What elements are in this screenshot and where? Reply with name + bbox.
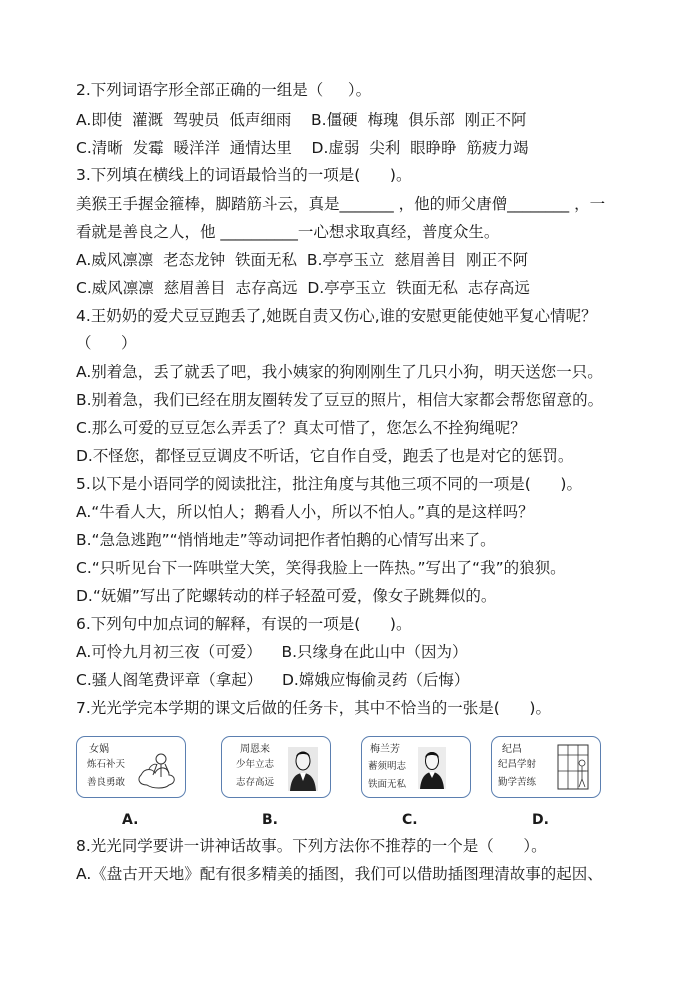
mei-lanfang-portrait-icon [418,747,446,789]
card-name: 女娲 [89,744,109,755]
option-label-c: C. [402,812,418,828]
zhou-enlai-portrait-icon [288,747,318,791]
card-name: 梅兰芳 [370,744,400,755]
option-label-b: B. [262,812,278,828]
card-text-2: 勤学苦练 [498,777,537,788]
card-text-1: 纪昌学射 [498,759,537,770]
question-4-option-d: D.不怪您，都怪豆豆调皮不听话，它自作自受，跑丢了也是对它的惩罚。 [76,447,574,465]
question-2-options-cd: C.清晰 发霉 暖洋洋 通情达里 D.虚弱 尖利 眼睁睁 筋疲力竭 [76,139,529,157]
card-text-2: 志存高远 [236,777,275,788]
card-name: 纪昌 [502,744,522,755]
nuwa-illustration-icon [135,745,183,793]
task-card-b [221,736,331,798]
option-label-d: D. [532,812,549,828]
option-label-a: A. [122,812,139,828]
question-4-answer-blank: （ ） [76,334,137,352]
archery-loom-icon [552,741,594,793]
question-2-stem: 2.下列词语字形全部正确的一组是（ ）。 [76,81,372,99]
task-card-a [76,736,186,798]
task-card-d [491,736,601,798]
question-6-options-cd: C.骚人阁笔费评章（拿起） D.嫦娥应悔偷灵药（后悔） [76,671,470,689]
question-3-options-cd: C.威风凛凛 慈眉善目 志存高远 D.亭亭玉立 铁面无私 志存高远 [76,279,530,297]
question-3-passage-line-1: 美猴王手握金箍棒，脚踏筋斗云，真是_______ ，他的师父唐僧________ ，一 [76,195,606,213]
task-card-c [361,736,471,798]
question-8-option-a: A.《盘古开天地》配有很多精美的插图，我们可以借助插图理清故事的起因、 [76,865,603,883]
question-7-stem: 7.光光学完本学期的课文后做的任务卡，其中不恰当的一张是( )。 [76,699,551,717]
card-text-2: 铁面无私 [368,779,407,790]
card-name: 周恩来 [240,744,270,755]
question-4-option-a: A.别着急，丢了就丢了吧，我小姨家的狗刚刚生了几只小狗，明天送您一只。 [76,363,603,381]
question-6-options-ab: A.可怜九月初三夜（可爱） B.只缘身在此山中（因为） [76,643,468,661]
card-text-1: 炼石补天 [87,759,126,770]
question-4-stem: 4.王奶奶的爱犬豆豆跑丢了,她既自责又伤心,谁的安慰更能使她平复心情呢？ [76,307,597,325]
question-5-stem: 5.以下是小语同学的阅读批注，批注角度与其他三项不同的一项是( )。 [76,475,582,493]
question-3-passage-line-2: 看就是善良之人，他 __________一心想求取真经，普度众生。 [76,223,500,241]
card-text-1: 少年立志 [236,759,275,770]
question-6-stem: 6.下列句中加点词的解释，有误的一项是( )。 [76,615,412,633]
question-3-options-ab: A.威风凛凛 老态龙钟 铁面无私 B.亭亭玉立 慈眉善目 刚正不阿 [76,251,529,269]
question-2-options-ab: A.即使 灌溉 驾驶员 低声细雨 B.僵硬 梅瑰 俱乐部 刚正不阿 [76,111,527,129]
question-4-option-c: C.那么可爱的豆豆怎么弄丢了？真太可惜了，您怎么不拴狗绳呢？ [76,419,526,437]
card-text-2: 善良勇敢 [87,777,126,788]
task-cards [76,736,616,802]
question-3-stem: 3.下列填在横线上的词语最恰当的一项是( )。 [76,166,412,184]
question-5-option-c: C.“只听见台下一阵哄堂大笑，笑得我脸上一阵热。”写出了“我”的狼狈。 [76,559,566,577]
question-5-option-b: B.“急急逃跑”“悄悄地走”等动词把作者怕鹅的心情写出来了。 [76,531,496,549]
question-5-option-d: D.“妩媚”写出了陀螺转动的样子轻盈可爱，像女子跳舞似的。 [76,587,497,605]
card-text-1: 蓄须明志 [368,761,407,772]
question-4-option-b: B.别着急，我们已经在朋友圈转发了豆豆的照片，相信大家都会帮您留意的。 [76,391,604,409]
question-5-option-a: A.“牛看人大，所以怕人；鹅看人小，所以不怕人。”真的是这样吗？ [76,503,534,521]
question-8-stem: 8.光光同学要讲一讲神话故事。下列方法你不推荐的一个是（ ）。 [76,837,547,855]
